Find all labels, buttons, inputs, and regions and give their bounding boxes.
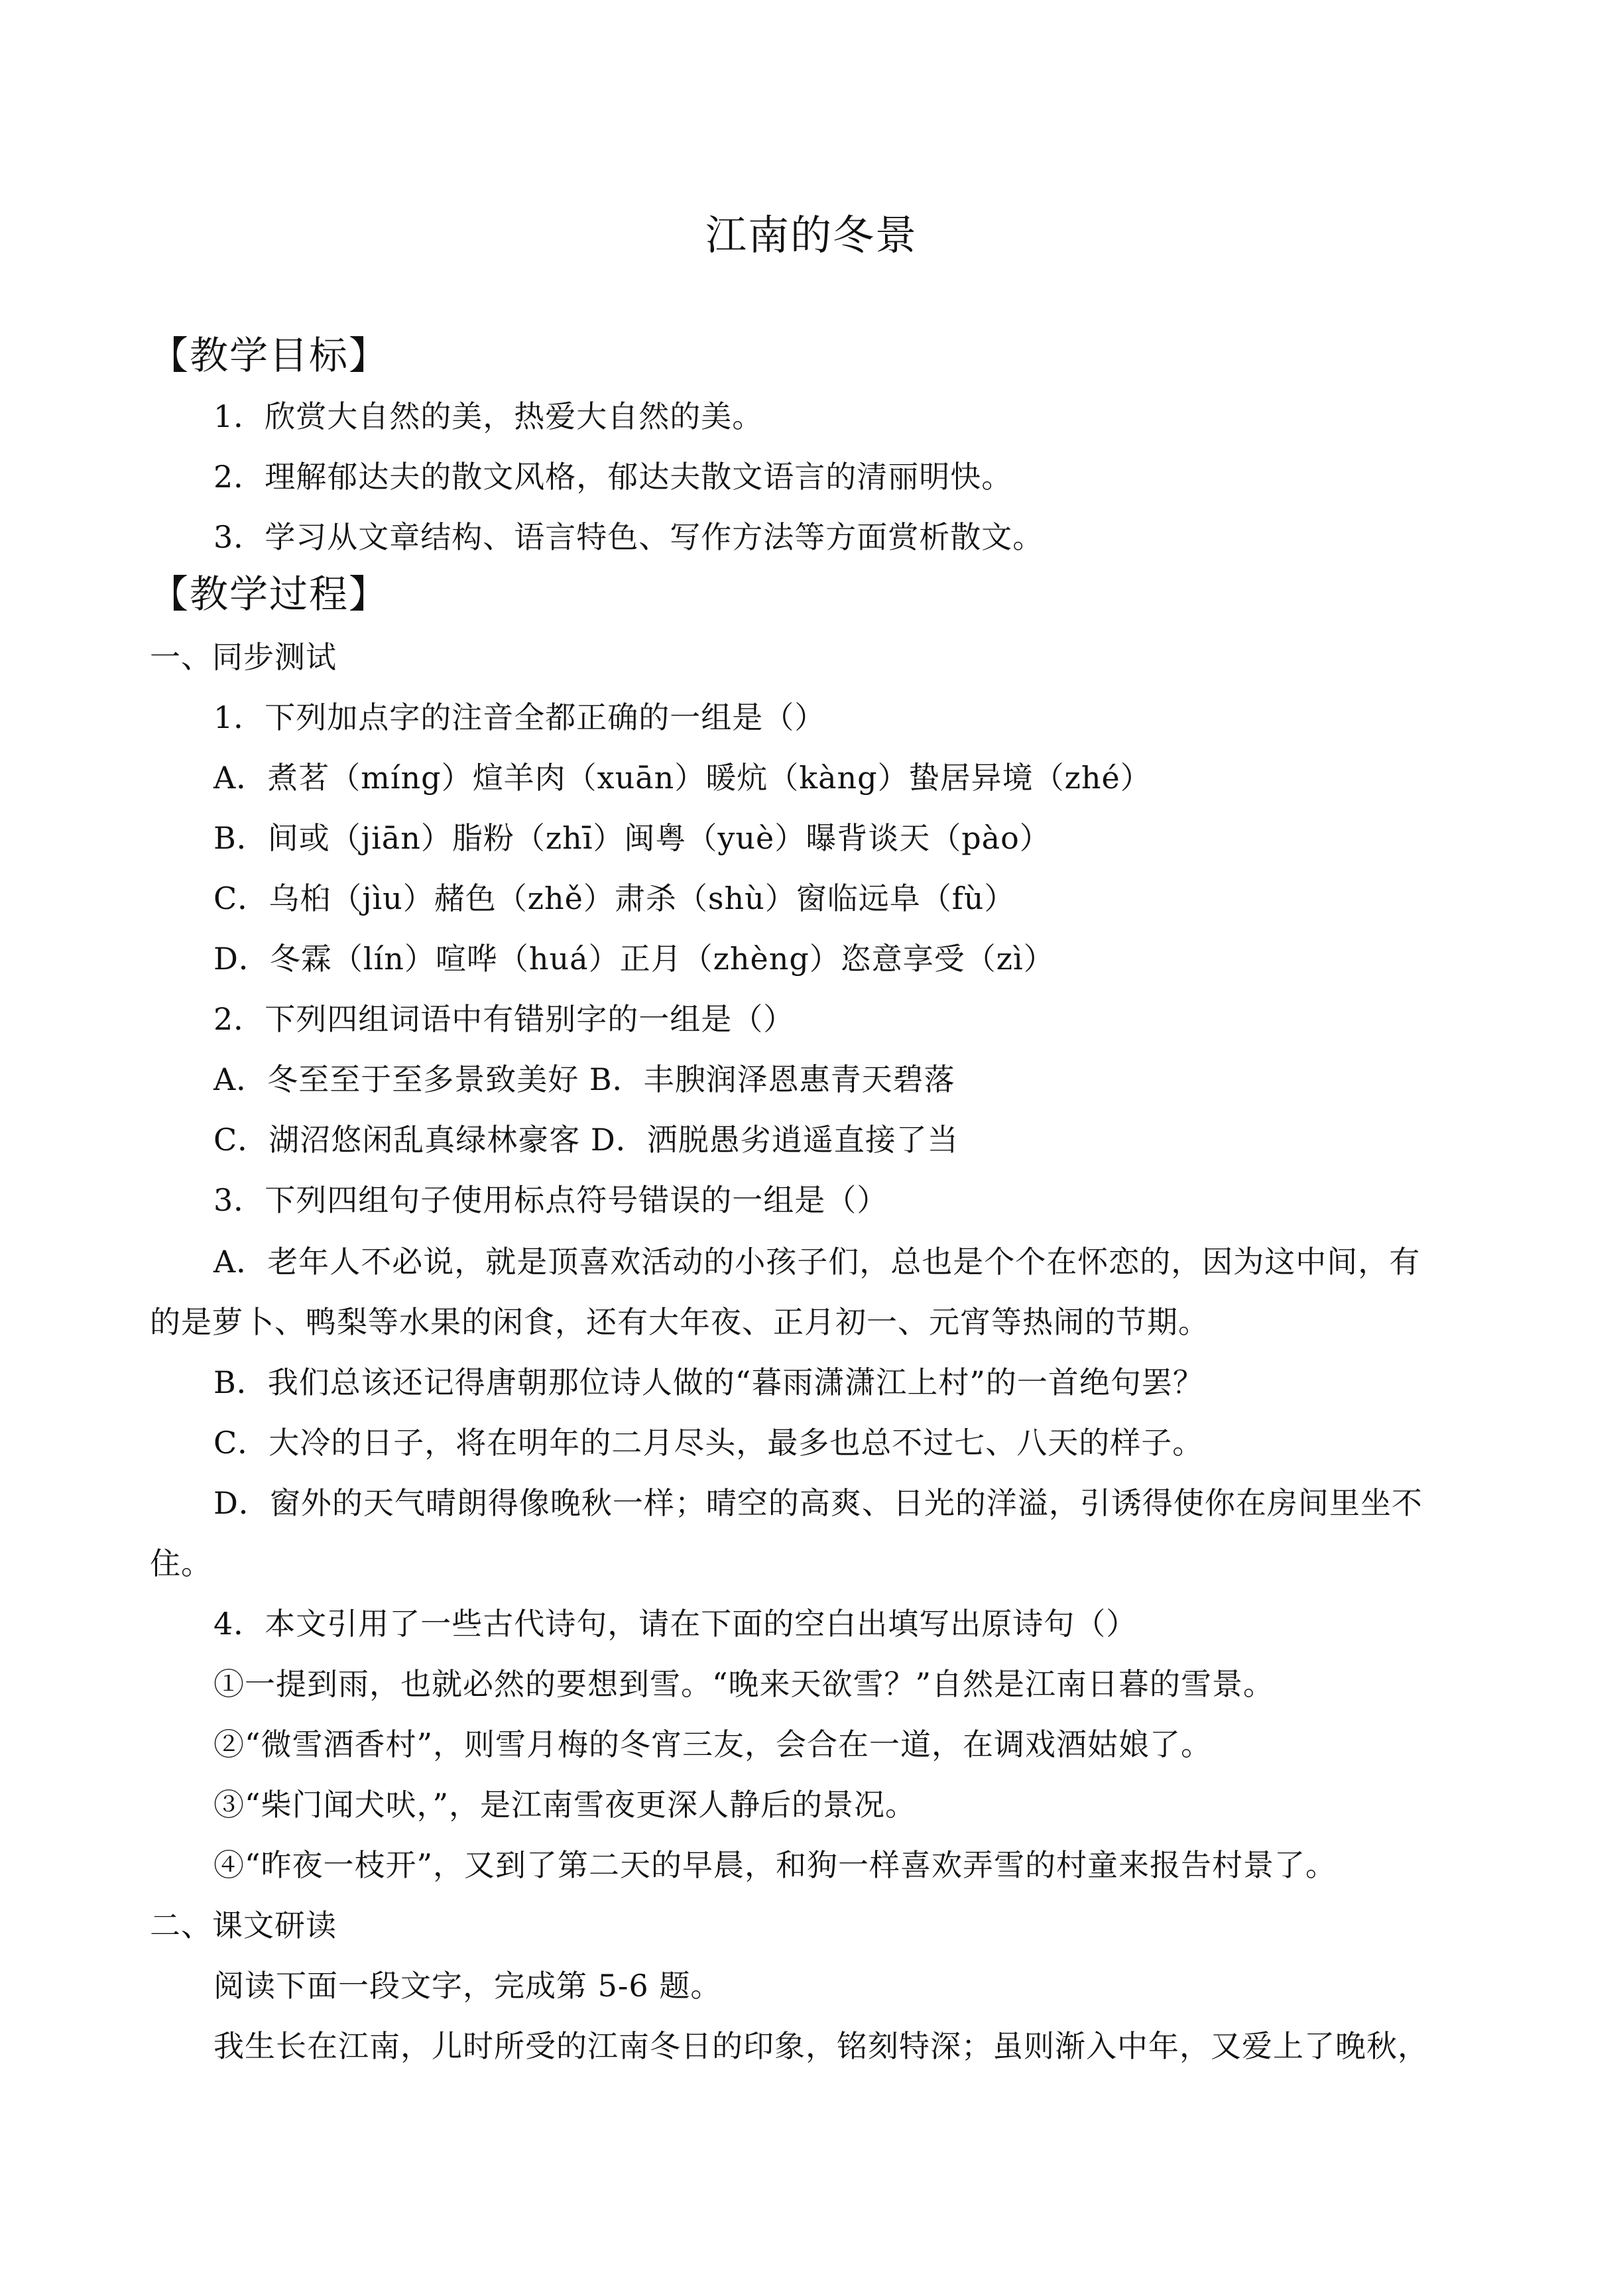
q2-option: C．湖沼悠闲乱真绿林豪客 D．洒脱愚劣逍遥直接了当 (213, 1122, 959, 1158)
q3-option-d-line1: D．窗外的天气晴朗得像晚秋一样；晴空的高爽、日光的洋溢，引诱得使你在房间里坐不 (213, 1485, 1423, 1521)
q3-option-d-line2: 住。 (150, 1545, 212, 1581)
q3-option-a-line2: 的是萝卜、鸭梨等水果的闲食，还有大年夜、正月初一、元宵等热闹的节期。 (150, 1304, 1209, 1340)
passage-line: 我生长在江南，儿时所受的江南冬日的印象，铭刻特深；虽则渐入中年，又爱上了晚秋， (213, 2028, 1429, 2064)
q4-item: ①一提到雨，也就必然的要想到雪。“晚来天欲雪？”自然是江南日暮的雪景。 (213, 1666, 1275, 1702)
q1-option: D．冬霖（lín）喧哗（huá）正月（zhèng）恣意享受（zì） (213, 941, 1055, 977)
goal-item: 3．学习从文章结构、语言特色、写作方法等方面赏析散文。 (213, 519, 1044, 555)
reading-intro: 阅读下面一段文字，完成第 5-6 题。 (213, 1968, 722, 2004)
q1-stem: 1．下列加点字的注音全都正确的一组是（） (213, 699, 826, 735)
q4-item: ③“柴门闻犬吠，”，是江南雪夜更深人静后的景况。 (213, 1787, 917, 1823)
q3-option-c: C．大冷的日子，将在明年的二月尽头，最多也总不过七、八天的样子。 (213, 1425, 1204, 1461)
part1-heading: 一、同步测试 (150, 639, 337, 675)
part2-heading: 二、课文研读 (150, 1907, 337, 1943)
process-heading: 【教学过程】 (150, 572, 389, 617)
q4-stem: 4．本文引用了一些古代诗句，请在下面的空白出填写出原诗句（） (213, 1606, 1138, 1642)
q3-option-b: B．我们总该还记得唐朝那位诗人做的“暮雨潇潇江上村”的一首绝句罢？ (213, 1364, 1204, 1400)
page-title: 江南的冬景 (705, 211, 918, 259)
q2-option: A．冬至至于至多景致美好 B．丰腴润泽恩惠青天碧落 (213, 1061, 955, 1097)
q1-option: A．煮茗（míng）煊羊肉（xuān）暖炕（kàng）蛰居异境（zhé） (213, 760, 1152, 796)
q1-option: C．乌桕（jìu）赭色（zhě）肃杀（shù）窗临远阜（fù） (213, 880, 1016, 916)
q3-option-a-line1: A．老年人不必说，就是顶喜欢活动的小孩子们，总也是个个在怀恋的，因为这中间，有 (213, 1244, 1421, 1280)
q4-item: ②“微雪酒香村”，则雪月梅的冬宵三友，会合在一道，在调戏酒姑娘了。 (213, 1726, 1213, 1762)
q3-stem: 3．下列四组句子使用标点符号错误的一组是（） (213, 1182, 888, 1218)
q1-option: B．间或（jiān）脂粉（zhī）闽粤（yuè）曝背谈天（pào） (213, 820, 1051, 856)
goals-heading: 【教学目标】 (150, 333, 389, 378)
goal-item: 2．理解郁达夫的散文风格，郁达夫散文语言的清丽明快。 (213, 459, 1013, 495)
goal-item: 1．欣赏大自然的美，热爱大自然的美。 (213, 398, 764, 434)
q2-stem: 2．下列四组词语中有错别字的一组是（） (213, 1001, 795, 1037)
q4-item: ④“昨夜一枝开”，又到了第二天的早晨，和狗一样喜欢弄雪的村童来报告村景了。 (213, 1847, 1337, 1883)
